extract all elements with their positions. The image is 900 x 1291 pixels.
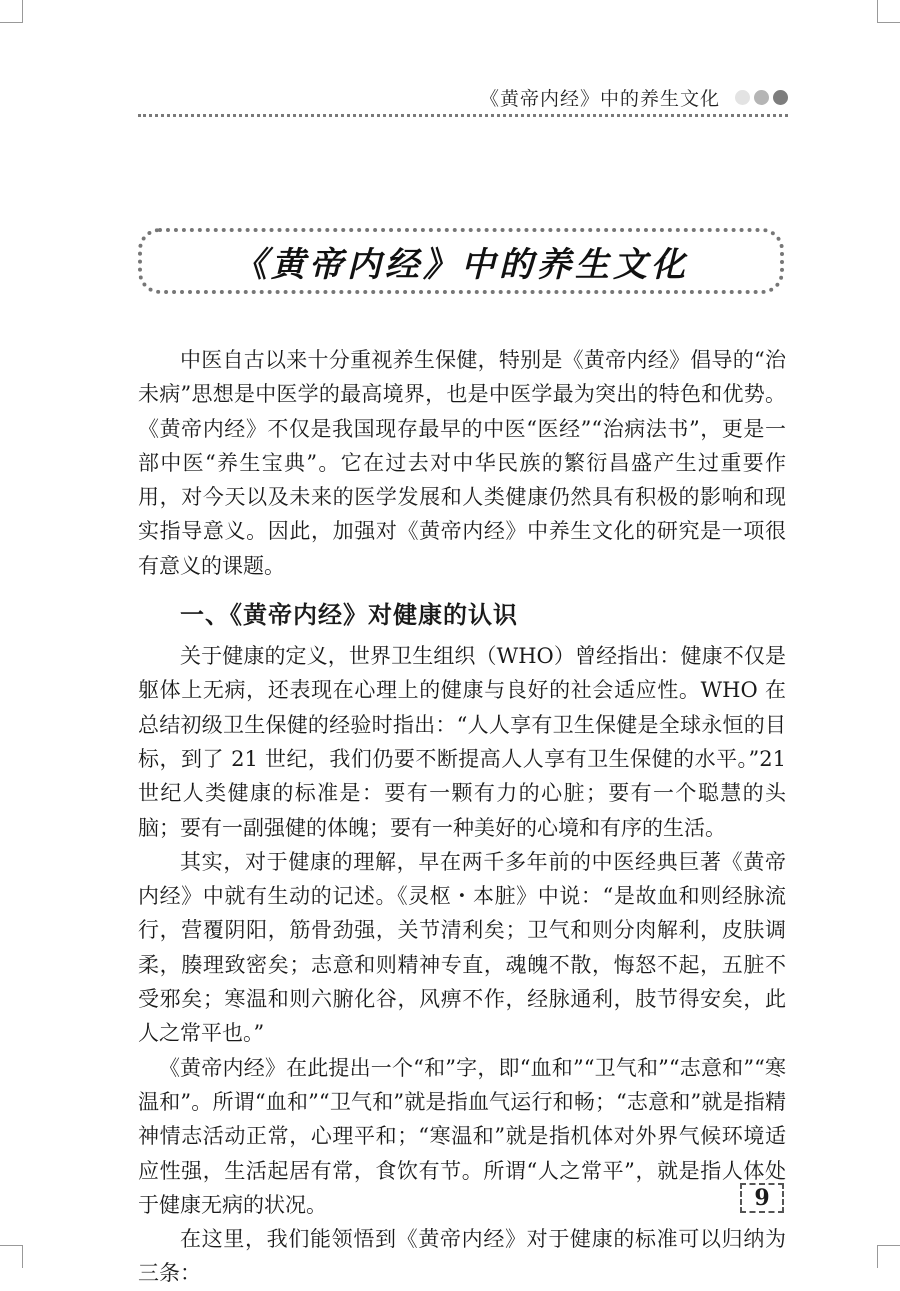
paragraph-who-definition: 关于健康的定义，世界卫生组织（WHO）曾经指出：健康不仅是躯体上无病，还表现在心理上的健康与良好的社会适应性。WHO 在总结初级卫生保健的经验时指出：“人人享有卫生保健是全球永恒的目标，到了 21 世纪，我们仍要不断提高人人享有卫生保健的水平。”21 世纪人类健康的标准是：要有一颗有力的心脏；要有一个聪慧的头脑；要有一副强健的体魄；要有一种美好的心境和有序的生活。 <box>138 644 786 840</box>
page-number: 9 <box>740 1183 784 1213</box>
section-heading: 一、《黄帝内经》对健康的认识 <box>180 601 518 630</box>
crop-mark-bottom-right <box>877 1245 900 1268</box>
body-text <box>138 343 786 1291</box>
intro-paragraph: 中医自古以来十分重视养生保健，特别是《黄帝内经》倡导的“治未病”思想是中医学的最高境界，也是中医学最为突出的特色和优势。《黄帝内经》不仅是我国现存最早的中医“医经”“治病法书”，更是一部中医“养生宝典”。它在过去对中华民族的繁衍昌盛产生过重要作用，对今天以及未来的医学发展和人类健康仍然具有积极的影响和现实指导意义。因此，加强对《黄帝内经》中养生文化的研究是一项很有意义的课题。 <box>138 348 786 578</box>
chapter-title: 《黄帝内经》中的养生文化 <box>233 244 689 285</box>
header-dot-dark-icon <box>773 90 788 105</box>
paragraph-lingshu-quote: 其实，对于健康的理解，早在两千多年前的中医经典巨著《黄帝内经》中就有生动的记述。《灵枢・本脏》中说：“是故血和则经脉流行，营覆阴阳，筋骨劲强，关节清利矣；卫气和则分肉解利，皮肤调柔，腠理致密矣；志意和则精神专直，魂魄不散，悔怒不起，五脏不受邪矣；寒温和则六腑化谷，风痹不作，经脉通利，肢节得安矣，此人之常平也。” <box>138 849 786 1046</box>
paragraph-three-standards: 在这里，我们能领悟到《黄帝内经》对于健康的标准可以归纳为三条： <box>138 1227 786 1286</box>
chapter-title-box <box>138 228 784 294</box>
crop-mark-top-right <box>877 0 900 23</box>
paragraph-he-concept: 《黄帝内经》在此提出一个“和”字，即“血和”“卫气和”“志意和”“寒温和”。所谓“血和”“卫气和”就是指血气运行和畅；“志意和”就是指精神情志活动正常，心理平和；“寒温和”就是指机体对外界气候环境适应性强，生活起居有常，食饮有节。所谓“人之常平”，就是指人体处于健康无病的状况。 <box>138 1055 786 1217</box>
running-header-title: 《黄帝内经》中的养生文化 <box>479 88 720 110</box>
crop-mark-bottom-left <box>0 1245 23 1268</box>
header-dots <box>735 90 788 105</box>
running-header <box>138 80 788 117</box>
header-dot-medium-icon <box>754 90 769 105</box>
header-dot-light-icon <box>735 90 750 105</box>
crop-mark-top-left <box>0 0 23 23</box>
